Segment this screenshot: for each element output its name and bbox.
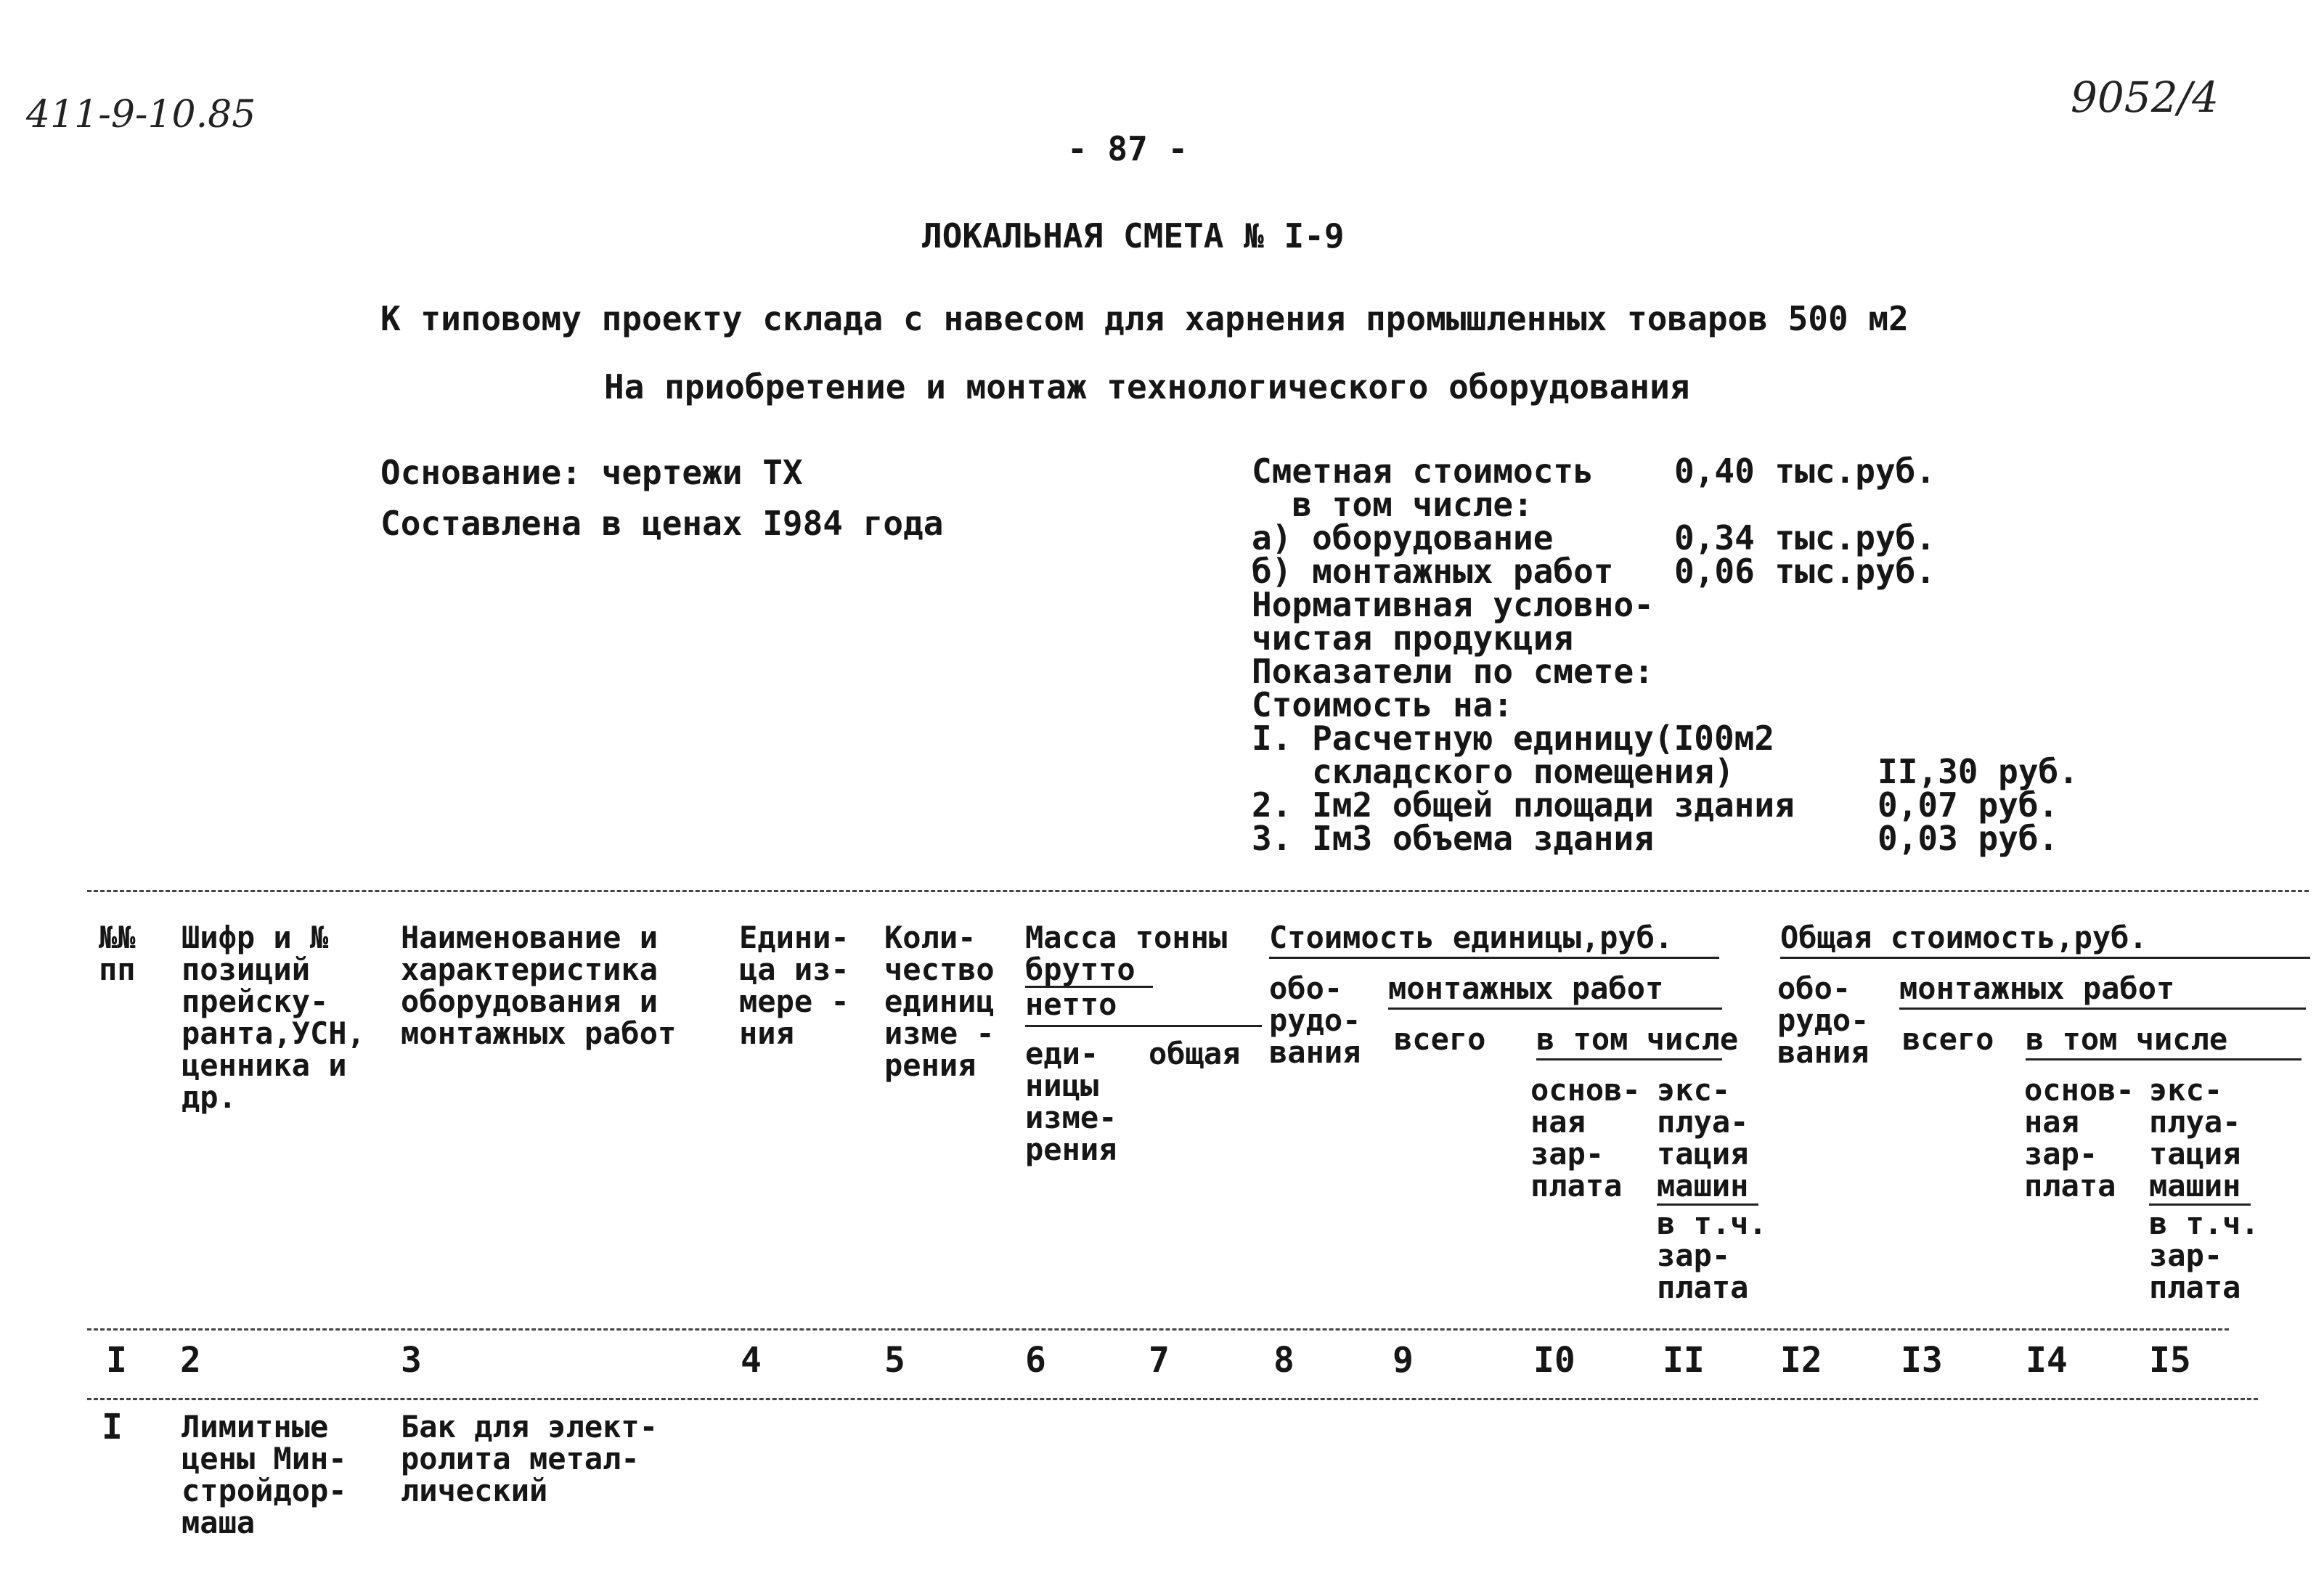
basis-text: Основание: чертежи ТХ	[380, 453, 803, 492]
column-number: I	[106, 1340, 127, 1381]
column-number: I0	[1533, 1340, 1575, 1381]
mass-divider	[1025, 1025, 1262, 1027]
summary-label: Стоимость на:	[1252, 685, 1514, 724]
header-total-machines: экс- плуа- тация машин	[2149, 1072, 2241, 1203]
header-name: Наименование и характеристика оборудования и монтажных работ	[401, 920, 677, 1051]
summary-value: 0,07 руб.	[1877, 785, 2059, 825]
unit-mount-underline	[1388, 1008, 1722, 1010]
header-mass-title: Масса тонны	[1025, 920, 1228, 955]
summary-line	[1252, 552, 2123, 591]
column-number: I4	[2026, 1340, 2068, 1381]
total-cost-underline	[1780, 957, 2310, 959]
summary-line	[1252, 752, 2123, 791]
column-number: 9	[1393, 1340, 1414, 1381]
cost-summary	[1252, 451, 2123, 858]
header-mass-brutto: брутто	[1025, 952, 1136, 987]
header-quantity: Коли- чество единиц изме - рения	[884, 920, 995, 1083]
column-number: I5	[2149, 1340, 2191, 1381]
unit-including-underline	[1536, 1058, 1722, 1060]
header-unit: Едини- ца из- мере - ния	[739, 920, 849, 1051]
summary-label: 3. Iм3 объема здания	[1252, 819, 1654, 858]
header-total-machines-wages: в т.ч. зар- плата	[2149, 1206, 2259, 1305]
row-code: Лимитные цены Мин- стройдор- маша	[182, 1409, 347, 1540]
summary-label: чистая продукция	[1252, 618, 1574, 658]
summary-label: б) монтажных работ	[1252, 552, 1614, 591]
header-unit-including: в том числе	[1536, 1021, 1739, 1057]
header-mass-netto: нетто	[1025, 986, 1117, 1022]
header-unit-mount: монтажных работ	[1388, 970, 1664, 1006]
unit-cost-underline	[1269, 957, 1719, 959]
header-unit-equipment: обо- рудо- вания	[1269, 970, 1361, 1070]
header-total-mount: монтажных работ	[1899, 970, 2175, 1006]
summary-line	[1252, 485, 2123, 524]
header-mass-total: общая	[1149, 1036, 1241, 1071]
column-number: 7	[1149, 1340, 1170, 1381]
column-number: 4	[741, 1340, 762, 1381]
page-number: - 87 -	[1067, 129, 1188, 168]
archive-number-handwritten: 9052/4	[2071, 73, 2219, 122]
row-number: I	[102, 1407, 123, 1447]
summary-line	[1252, 618, 2123, 658]
column-numbers-bottom-rule	[87, 1398, 2258, 1400]
table-top-rule	[87, 890, 2309, 892]
header-total-including: в том числе	[2026, 1021, 2228, 1057]
document-code-handwritten: 411-9-10.85	[26, 93, 256, 136]
summary-label: Сметная стоимость	[1252, 451, 1594, 491]
summary-label: в том числе:	[1252, 485, 1533, 524]
summary-line	[1252, 685, 2123, 724]
summary-label: Нормативная условно-	[1252, 585, 1654, 624]
column-number: 5	[884, 1340, 905, 1381]
column-number: I3	[1901, 1340, 1943, 1381]
column-numbers-top-rule	[87, 1328, 2229, 1331]
column-number: 3	[401, 1340, 422, 1381]
summary-line	[1252, 652, 2123, 691]
total-mount-underline	[1899, 1008, 2306, 1010]
summary-line	[1252, 518, 2123, 557]
header-unit-mount-total: всего	[1394, 1021, 1486, 1057]
row-name: Бак для элект- ролита метал- лический	[401, 1409, 659, 1508]
header-unit-cost-title: Стоимость единицы,руб.	[1269, 920, 1673, 955]
column-number: I2	[1780, 1340, 1822, 1381]
summary-value: 0,40 тыс.руб.	[1674, 451, 1936, 491]
summary-line	[1252, 819, 2123, 858]
header-row-number: №№ пп	[99, 920, 136, 987]
summary-value: 0,34 тыс.руб.	[1674, 518, 1936, 557]
header-total-equipment: обо- рудо- вания	[1777, 970, 1870, 1070]
column-number: 8	[1273, 1340, 1294, 1381]
summary-line	[1252, 785, 2123, 825]
summary-value: 0,06 тыс.руб.	[1674, 552, 1936, 591]
header-code: Шифр и № позиций прейску- ранта,УСН, ценника и др.	[182, 920, 365, 1115]
total-including-underline	[2026, 1058, 2301, 1060]
header-total-wages: основ- ная зар- плата	[2024, 1072, 2135, 1203]
header-unit-machines: экс- плуа- тация машин	[1657, 1072, 1749, 1203]
column-number: 2	[180, 1340, 201, 1381]
price-year-text: Составлена в ценах I984 года	[380, 504, 944, 543]
header-unit-wages: основ- ная зар- плата	[1530, 1072, 1641, 1203]
summary-label: а) оборудование	[1252, 518, 1554, 557]
project-subtitle: К типовому проекту склада с навесом для харнения промышленных товаров 500 м2	[380, 299, 1909, 338]
column-number: 6	[1025, 1340, 1046, 1381]
summary-label: 2. Iм2 общей площади здания	[1252, 785, 1795, 825]
header-total-cost-title: Общая стоимость,руб.	[1780, 920, 2148, 955]
summary-line	[1252, 719, 2123, 758]
header-total-mount-total: всего	[1902, 1021, 1994, 1057]
document-title: ЛОКАЛЬНАЯ СМЕТА № I-9	[922, 216, 1345, 256]
header-mass-per-unit: еди- ницы изме- рения	[1025, 1036, 1117, 1167]
column-number: II	[1663, 1340, 1705, 1381]
scope-subtitle: На приобретение и монтаж технологического оборудования	[604, 367, 1690, 406]
header-unit-machines-wages: в т.ч. зар- плата	[1657, 1206, 1767, 1305]
summary-label: Показатели по смете:	[1252, 652, 1654, 691]
summary-value: II,30 руб.	[1877, 752, 2079, 791]
summary-line	[1252, 451, 2123, 491]
summary-label: I. Расчетную единицу(I00м2	[1252, 719, 1775, 758]
summary-value: 0,03 руб.	[1877, 819, 2059, 858]
summary-label: складского помещения)	[1252, 752, 1734, 791]
summary-line	[1252, 585, 2123, 624]
